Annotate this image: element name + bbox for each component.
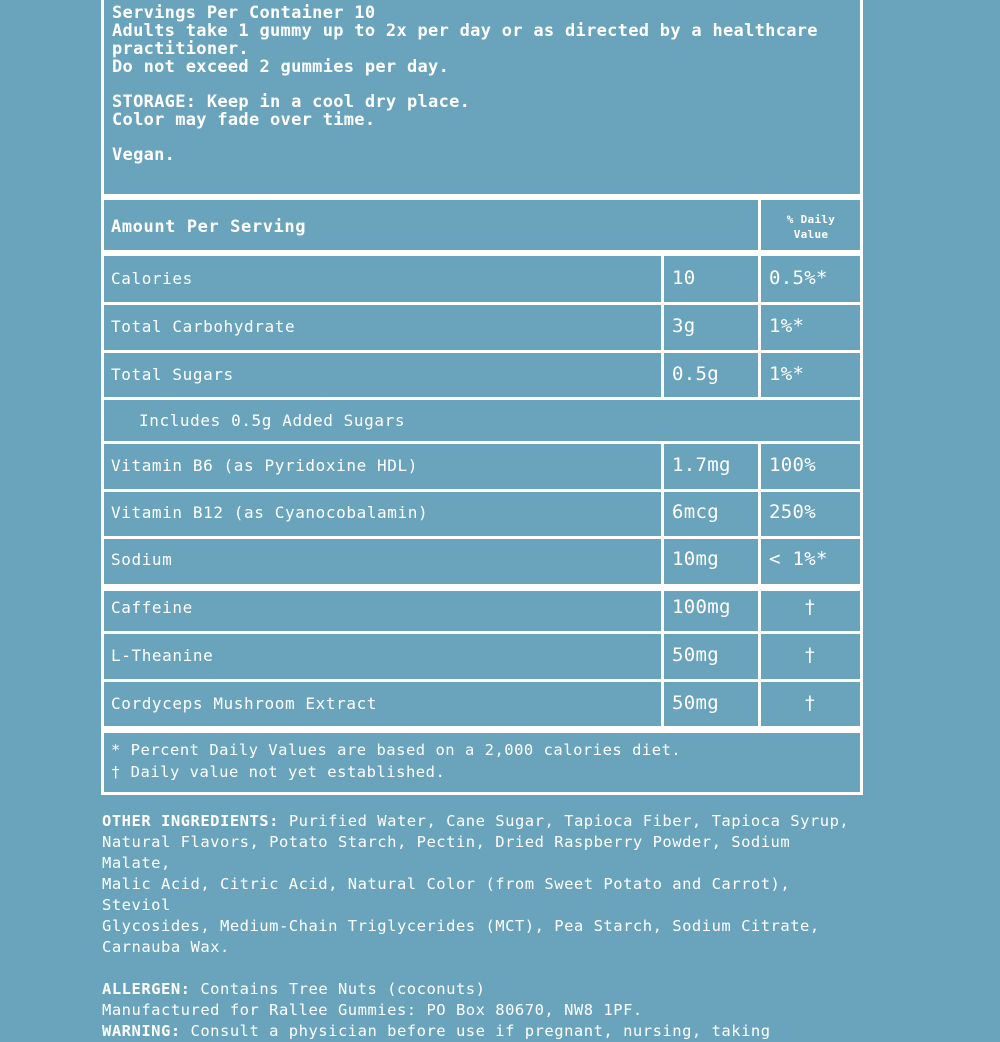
servings-per-container: Servings Per Container 10 bbox=[112, 3, 376, 23]
divider bbox=[101, 631, 863, 634]
warning-text: Consult a physician before use if pregnant, nursing, taking bbox=[180, 1022, 771, 1040]
divider bbox=[101, 536, 863, 539]
nutrient-daily-value: 0.5%* bbox=[769, 267, 828, 289]
nutrient-amount: 10mg bbox=[672, 548, 719, 570]
nutrient-amount: 10 bbox=[672, 267, 696, 289]
amount-per-serving-header: Amount Per Serving bbox=[111, 217, 307, 237]
column-divider bbox=[661, 441, 664, 729]
ingredients-text: Carnauba Wax. bbox=[102, 938, 230, 956]
nutrient-amount: 100mg bbox=[672, 596, 731, 618]
other-ingredients bbox=[102, 811, 862, 958]
divider bbox=[101, 489, 863, 492]
column-divider bbox=[758, 197, 761, 253]
column-divider bbox=[661, 253, 664, 400]
manufacturer-statement: Manufactured for Rallee Gummies: PO Box 80670, NW8 1PF. bbox=[102, 1001, 643, 1019]
divider bbox=[101, 302, 863, 305]
dagger-mark: † bbox=[804, 692, 816, 714]
directions-line: practitioner. bbox=[112, 39, 249, 59]
divider bbox=[101, 584, 863, 591]
nutrient-name: Cordyceps Mushroom Extract bbox=[111, 694, 378, 713]
divider bbox=[101, 679, 863, 682]
nutrient-amount: 0.5g bbox=[672, 363, 719, 385]
ingredients-text: Glycosides, Medium-Chain Triglycerides (MCT), Pea Starch, Sodium Citrate, bbox=[102, 917, 820, 935]
footnotes bbox=[111, 739, 681, 783]
nutrient-name: Total Sugars bbox=[111, 365, 234, 384]
dagger-mark: † bbox=[804, 596, 816, 618]
nutrient-name: Total Carbohydrate bbox=[111, 317, 296, 336]
allergen-statement bbox=[102, 979, 862, 1000]
warning-label: WARNING: bbox=[102, 1022, 181, 1040]
nutrient-amount: 6mcg bbox=[672, 501, 719, 523]
nutrient-subitem: Includes 0.5g Added Sugars bbox=[139, 411, 406, 430]
divider bbox=[101, 250, 863, 256]
column-divider bbox=[758, 253, 761, 400]
nutrient-daily-value: 1%* bbox=[769, 315, 805, 337]
nutrient-name: L-Theanine bbox=[111, 646, 214, 665]
divider bbox=[101, 194, 863, 200]
nutrient-daily-value: 250% bbox=[769, 501, 816, 523]
column-divider bbox=[758, 441, 761, 729]
daily-value-header-line: % Daily bbox=[786, 213, 836, 226]
nutrient-daily-value: < 1%* bbox=[769, 548, 828, 570]
divider bbox=[101, 350, 863, 353]
warning-statement bbox=[102, 1021, 862, 1042]
footnote: * Percent Daily Values are based on a 2,000 calories diet. bbox=[111, 741, 682, 759]
label-text-below bbox=[102, 811, 862, 1042]
allergen-label: ALLERGEN: bbox=[102, 980, 191, 998]
dagger-mark: † bbox=[804, 644, 816, 666]
nutrient-amount: 1.7mg bbox=[672, 454, 731, 476]
storage-line: Color may fade over time. bbox=[112, 110, 376, 130]
nutrient-amount: 50mg bbox=[672, 692, 719, 714]
nutrient-daily-value: 100% bbox=[769, 454, 816, 476]
allergen-text: Contains Tree Nuts (coconuts) bbox=[190, 980, 486, 998]
daily-value-header-line: Value bbox=[793, 228, 829, 241]
nutrient-amount: 50mg bbox=[672, 644, 719, 666]
nutrient-amount: 3g bbox=[672, 315, 696, 337]
directions-line: Adults take 1 gummy up to 2x per day or as directed by a healthcare bbox=[112, 21, 818, 41]
nutrient-name: Caffeine bbox=[111, 598, 193, 617]
other-ingredients-label: OTHER INGREDIENTS: bbox=[102, 812, 279, 830]
nutrient-name: Sodium bbox=[111, 550, 173, 569]
nutrient-name: Vitamin B6 (as Pyridoxine HDL) bbox=[111, 456, 418, 475]
dose-limit: Do not exceed 2 gummies per day. bbox=[112, 57, 450, 77]
divider bbox=[101, 726, 863, 733]
nutrient-name: Calories bbox=[111, 269, 193, 288]
divider bbox=[101, 441, 863, 444]
footnote: † Daily value not yet established. bbox=[111, 763, 446, 781]
ingredients-text: Natural Flavors, Potato Starch, Pectin, Dried Raspberry Powder, Sodium Malate, bbox=[102, 833, 791, 872]
nutrient-name: Vitamin B12 (as Cyanocobalamin) bbox=[111, 503, 429, 522]
nutrient-daily-value: 1%* bbox=[769, 363, 805, 385]
daily-value-header bbox=[762, 212, 860, 242]
divider bbox=[101, 397, 863, 400]
ingredients-text: Malic Acid, Citric Acid, Natural Color (from Sweet Potato and Carrot), Steviol bbox=[102, 875, 791, 914]
serving-directions bbox=[112, 4, 852, 164]
vegan-note: Vegan. bbox=[112, 145, 176, 165]
storage-line: STORAGE: Keep in a cool dry place. bbox=[112, 92, 471, 112]
ingredients-text: Purified Water, Cane Sugar, Tapioca Fiber, Tapioca Syrup, bbox=[278, 812, 850, 830]
